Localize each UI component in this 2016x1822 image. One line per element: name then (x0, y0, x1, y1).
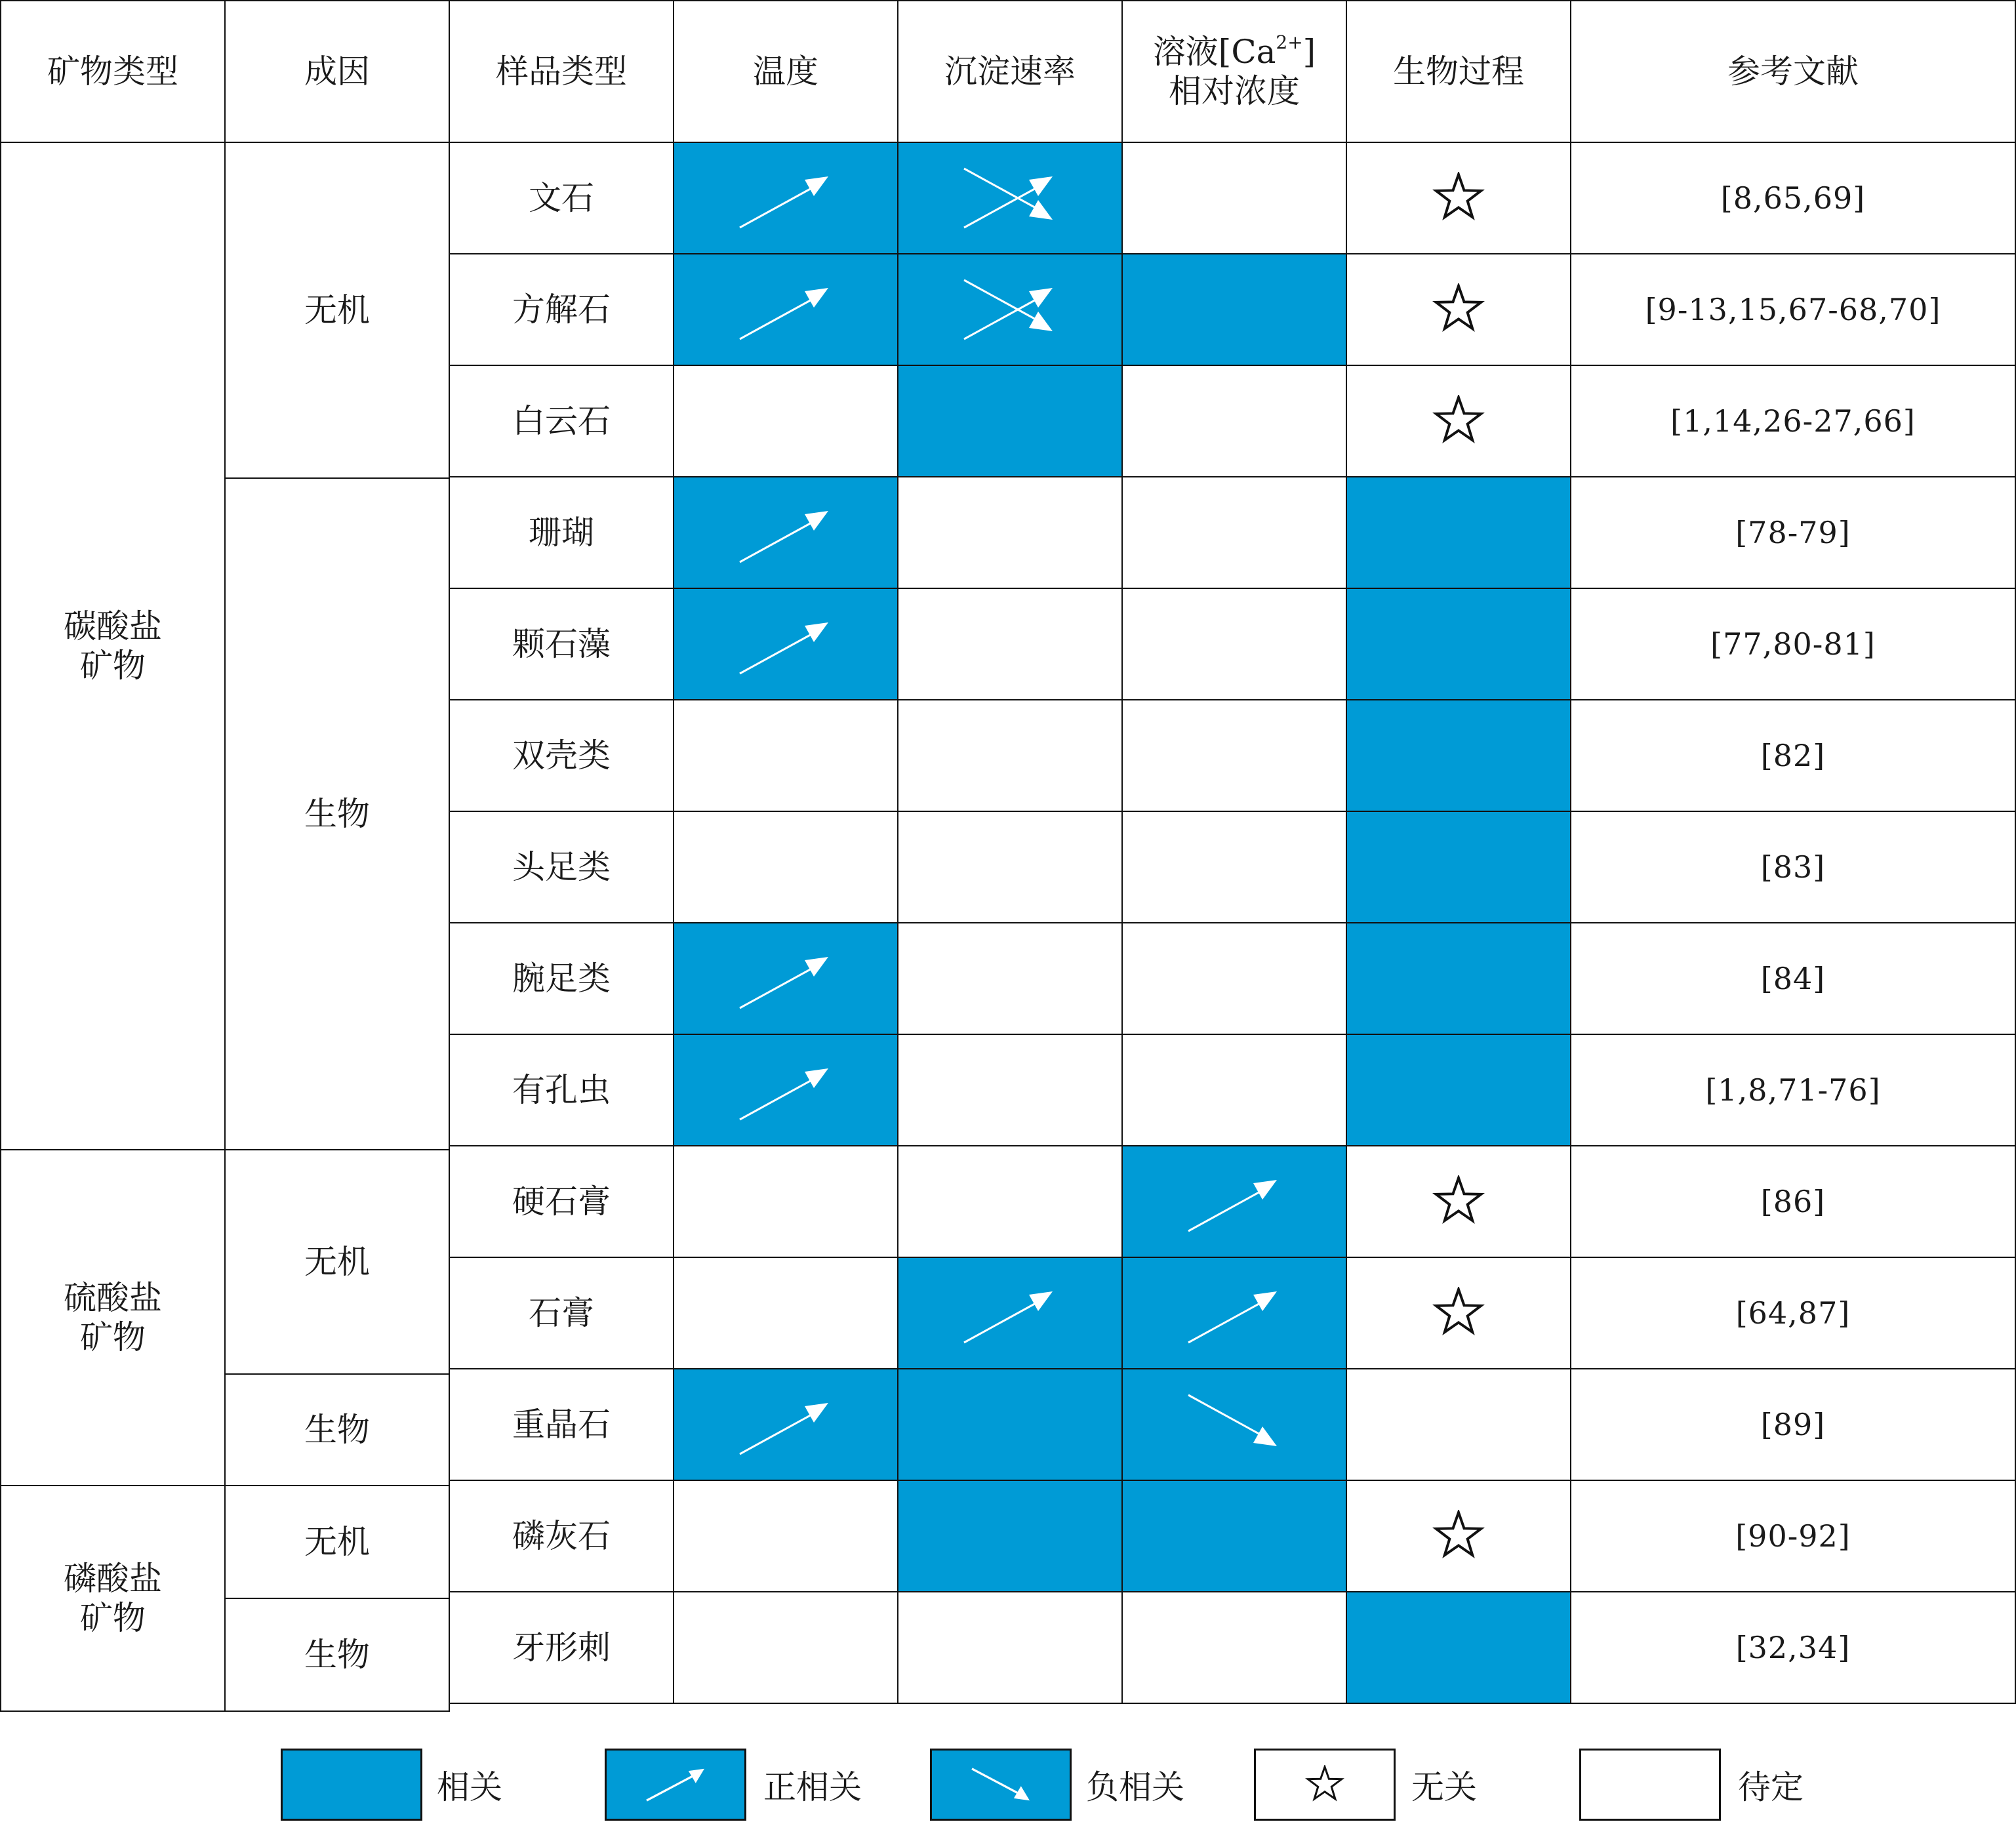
references-cell (1570, 1145, 2016, 1258)
references-cell (1570, 1480, 2016, 1592)
solution-concentration-cell (1121, 1145, 1347, 1258)
positive-arrow-icon (1179, 1277, 1290, 1349)
sample-name: 牙形刺 (512, 1629, 611, 1667)
positive-arrow-icon (730, 1054, 841, 1126)
precipitation-rate-cell (897, 365, 1123, 477)
solution-concentration-cell (1121, 365, 1347, 477)
star-icon (1432, 1287, 1485, 1339)
legend-related-swatch (281, 1749, 422, 1821)
sample-name: 头足类 (512, 848, 611, 886)
positive-arrow-icon (730, 608, 841, 680)
header-mineral-type-text: 矿物类型 (47, 52, 178, 91)
positive-arrow-icon (730, 1388, 841, 1461)
header-solution-line2: 相对浓度 (1169, 72, 1300, 110)
genesis-carbonate-biogenic-text: 生物 (304, 795, 370, 833)
solution-concentration-cell (1121, 1368, 1347, 1481)
positive-arrow-icon (730, 496, 841, 569)
reference-text: [8,65,69] (1720, 180, 1866, 216)
sample-cell (449, 1145, 674, 1258)
bio-process-cell (1346, 811, 1571, 923)
genesis-carbonate-inorganic-text: 无机 (304, 291, 370, 329)
star-icon (1305, 1765, 1344, 1804)
mineral-group-carbonate-label (64, 607, 162, 685)
reference-text: [86] (1760, 1184, 1826, 1219)
header-temperature (673, 0, 898, 143)
precipitation-rate-cell (897, 811, 1123, 923)
sample-cell (449, 922, 674, 1035)
crossed-arrows-icon (954, 162, 1066, 234)
sample-name: 颗石藻 (512, 625, 611, 663)
references-cell (1570, 253, 2016, 366)
references-cell (1570, 142, 2016, 254)
star-icon (1432, 172, 1485, 224)
sample-cell (449, 142, 674, 254)
bio-process-cell (1346, 253, 1571, 366)
bio-process-cell (1346, 1591, 1571, 1704)
bio-process-cell (1346, 1034, 1571, 1146)
references-cell (1570, 811, 2016, 923)
solution-concentration-cell (1121, 253, 1347, 366)
solution-concentration-cell (1121, 811, 1347, 923)
sample-name: 白云石 (512, 402, 611, 440)
sample-name: 文石 (529, 179, 594, 217)
mineral-group-sulfate-label (64, 1278, 162, 1357)
mineral-group-sulfate (0, 1149, 226, 1486)
mineral-group-sulfate-line1: 硫酸盐 (64, 1279, 162, 1317)
positive-arrow-icon (954, 1277, 1066, 1349)
sample-cell (449, 365, 674, 477)
legend-pending-label: 待定 (1738, 1768, 1804, 1806)
header-bio-process-text: 生物过程 (1393, 52, 1524, 91)
positive-arrow-icon (639, 1758, 712, 1811)
positive-arrow-icon (730, 273, 841, 346)
references-cell (1570, 365, 2016, 477)
negative-arrow-icon (1179, 1388, 1290, 1461)
sample-cell (449, 1591, 674, 1704)
bio-process-cell (1346, 1145, 1571, 1258)
solution-concentration-cell (1121, 588, 1347, 700)
references-cell (1570, 922, 2016, 1035)
sample-cell (449, 1480, 674, 1592)
header-genesis-text: 成因 (304, 52, 370, 91)
sample-name: 磷灰石 (512, 1517, 611, 1555)
genesis-sulfate-inorganic (224, 1149, 450, 1375)
legend-negative-swatch (930, 1749, 1072, 1821)
bio-process-cell (1346, 1257, 1571, 1369)
precipitation-rate-cell (897, 922, 1123, 1035)
bio-process-cell (1346, 365, 1571, 477)
mineral-group-carbonate-line2: 矿物 (80, 647, 146, 685)
sample-name: 腕足类 (512, 960, 611, 998)
sample-cell (449, 699, 674, 812)
sample-cell (449, 1257, 674, 1369)
sample-name: 硬石膏 (512, 1183, 611, 1221)
sample-name: 重晶石 (512, 1406, 611, 1444)
precipitation-rate-cell (897, 142, 1123, 254)
header-references-text: 参考文献 (1727, 52, 1859, 91)
genesis-phosphate-biogenic (224, 1598, 450, 1712)
precipitation-rate-cell (897, 1257, 1123, 1369)
temperature-cell (673, 1368, 898, 1481)
reference-text: [77,80-81] (1710, 626, 1876, 662)
legend (0, 1712, 2016, 1822)
temperature-cell (673, 365, 898, 477)
sample-name: 方解石 (512, 291, 611, 329)
temperature-cell (673, 1480, 898, 1592)
negative-arrow-icon (965, 1758, 1037, 1811)
bio-process-cell (1346, 1480, 1571, 1592)
temperature-cell (673, 811, 898, 923)
legend-pending-swatch (1579, 1749, 1721, 1821)
sample-cell (449, 253, 674, 366)
legend-negative-label: 负相关 (1086, 1768, 1184, 1806)
legend-none-swatch (1254, 1749, 1396, 1821)
header-sample-type (449, 0, 674, 143)
mineral-group-sulfate-line2: 矿物 (80, 1318, 146, 1356)
precipitation-rate-cell (897, 1591, 1123, 1704)
temperature-cell (673, 588, 898, 700)
star-icon (1432, 1510, 1485, 1562)
bio-process-cell (1346, 476, 1571, 589)
legend-positive-label: 正相关 (763, 1768, 862, 1806)
bio-process-cell (1346, 1368, 1571, 1481)
solution-concentration-cell (1121, 922, 1347, 1035)
sample-name: 石膏 (529, 1294, 594, 1332)
header-solution-concentration (1121, 0, 1347, 143)
positive-arrow-icon (1179, 1165, 1290, 1238)
solution-concentration-cell (1121, 1034, 1347, 1146)
sample-name: 有孔虫 (512, 1071, 611, 1109)
precipitation-rate-cell (897, 476, 1123, 589)
temperature-cell (673, 1145, 898, 1258)
sample-cell (449, 476, 674, 589)
header-solution-prefix: 溶液[Ca (1152, 33, 1276, 71)
sample-cell (449, 811, 674, 923)
precipitation-rate-cell (897, 699, 1123, 812)
bio-process-cell (1346, 699, 1571, 812)
precipitation-rate-cell (897, 1145, 1123, 1258)
star-icon (1432, 395, 1485, 447)
reference-text: [82] (1760, 738, 1826, 773)
precipitation-rate-cell (897, 1480, 1123, 1592)
legend-positive-swatch (605, 1749, 746, 1821)
temperature-cell (673, 1257, 898, 1369)
mineral-group-phosphate-line1: 磷酸盐 (64, 1560, 162, 1598)
genesis-carbonate-inorganic (224, 142, 450, 479)
solution-concentration-cell (1121, 699, 1347, 812)
genesis-carbonate-biogenic (224, 477, 450, 1150)
genesis-phosphate-inorganic (224, 1485, 450, 1599)
solution-concentration-cell (1121, 1591, 1347, 1704)
header-temperature-text: 温度 (753, 52, 818, 91)
bio-process-cell (1346, 142, 1571, 254)
mineral-group-carbonate-line1: 碳酸盐 (64, 607, 162, 645)
temperature-cell (673, 1591, 898, 1704)
precipitation-rate-cell (897, 1368, 1123, 1481)
reference-text: [78-79] (1735, 515, 1851, 550)
references-cell (1570, 699, 2016, 812)
references-cell (1570, 1591, 2016, 1704)
solution-concentration-cell (1121, 142, 1347, 254)
positive-arrow-icon (730, 942, 841, 1015)
temperature-cell (673, 476, 898, 589)
references-cell (1570, 1368, 2016, 1481)
reference-text: [89] (1760, 1407, 1826, 1442)
positive-arrow-icon (730, 162, 841, 234)
header-solution-concentration-text (1153, 32, 1316, 111)
crossed-arrows-icon (954, 273, 1066, 346)
genesis-sulfate-biogenic (224, 1373, 450, 1486)
references-cell (1570, 476, 2016, 589)
mineral-group-phosphate-label (64, 1559, 162, 1638)
genesis-phosphate-inorganic-text: 无机 (304, 1523, 370, 1561)
sample-name: 双壳类 (512, 737, 611, 775)
genesis-phosphate-biogenic-text: 生物 (304, 1636, 370, 1674)
header-solution-suffix: ] (1302, 33, 1316, 71)
header-mineral-type (0, 0, 226, 143)
mineral-group-phosphate-line2: 矿物 (80, 1599, 146, 1637)
precipitation-rate-cell (897, 588, 1123, 700)
reference-text: [64,87] (1735, 1295, 1851, 1331)
solution-concentration-cell (1121, 1480, 1347, 1592)
sample-cell (449, 588, 674, 700)
reference-text: [84] (1760, 961, 1826, 996)
header-precipitation-rate (897, 0, 1123, 143)
reference-text: [90-92] (1735, 1518, 1851, 1554)
sample-cell (449, 1368, 674, 1481)
genesis-sulfate-inorganic-text: 无机 (304, 1243, 370, 1281)
temperature-cell (673, 253, 898, 366)
temperature-cell (673, 142, 898, 254)
legend-none-label: 无关 (1411, 1768, 1477, 1806)
temperature-cell (673, 922, 898, 1035)
sample-name: 珊瑚 (529, 514, 594, 552)
header-genesis (224, 0, 450, 143)
header-sample-type-text: 样品类型 (496, 52, 627, 91)
mineral-group-phosphate (0, 1485, 226, 1712)
header-references (1570, 0, 2016, 143)
solution-concentration-cell (1121, 476, 1347, 589)
reference-text: [32,34] (1735, 1630, 1851, 1665)
header-solution-ion: 2+ (1276, 31, 1303, 53)
temperature-cell (673, 699, 898, 812)
reference-text: [9-13,15,67-68,70] (1645, 292, 1941, 327)
references-cell (1570, 1034, 2016, 1146)
precipitation-rate-cell (897, 1034, 1123, 1146)
bio-process-cell (1346, 588, 1571, 700)
genesis-sulfate-biogenic-text: 生物 (304, 1411, 370, 1449)
references-cell (1570, 588, 2016, 700)
legend-related-label: 相关 (437, 1768, 502, 1806)
reference-text: [1,8,71-76] (1705, 1072, 1881, 1108)
mineral-group-carbonate (0, 142, 226, 1150)
temperature-cell (673, 1034, 898, 1146)
reference-text: [83] (1760, 849, 1826, 885)
bio-process-cell (1346, 922, 1571, 1035)
references-cell (1570, 1257, 2016, 1369)
reference-text: [1,14,26-27,66] (1670, 403, 1916, 439)
solution-concentration-cell (1121, 1257, 1347, 1369)
sample-cell (449, 1034, 674, 1146)
header-precipitation-rate-text: 沉淀速率 (944, 52, 1076, 91)
star-icon (1432, 1175, 1485, 1228)
header-bio-process (1346, 0, 1571, 143)
precipitation-rate-cell (897, 253, 1123, 366)
star-icon (1432, 283, 1485, 336)
